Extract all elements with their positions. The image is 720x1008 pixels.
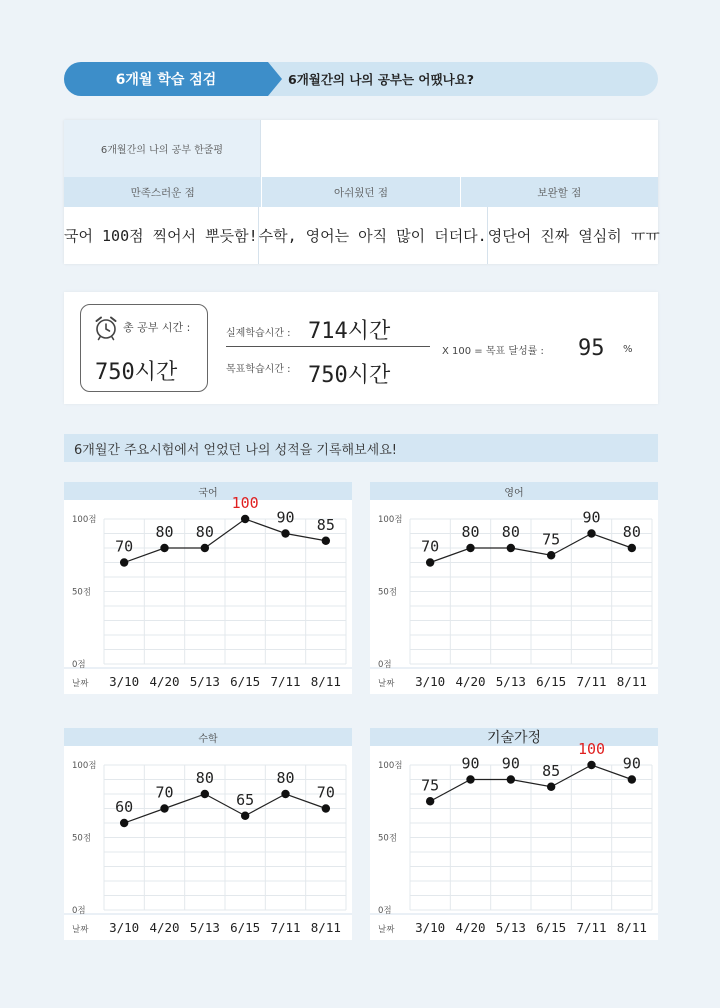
data-label: 100 — [577, 740, 606, 758]
column-improve: 보완할 점 — [460, 177, 658, 207]
chart-title: 국어 — [64, 482, 352, 500]
y-tick-label: 0점 — [72, 906, 86, 916]
x-tick-label: 4/20 — [149, 920, 180, 935]
chart-tech-home-plot — [370, 728, 658, 940]
data-point — [507, 775, 515, 783]
x-tick-label: 3/10 — [415, 674, 446, 689]
x-tick-label: 4/20 — [455, 674, 486, 689]
data-label: 80 — [501, 523, 520, 541]
x-tick-label: 8/11 — [310, 920, 341, 935]
data-point — [507, 544, 515, 552]
data-point — [160, 804, 168, 812]
x-tick-label: 7/11 — [576, 920, 607, 935]
y-tick-label: 50점 — [72, 587, 92, 598]
total-study-box — [80, 304, 208, 392]
one-line-review-field[interactable] — [260, 120, 658, 177]
data-label: 75 — [542, 530, 561, 549]
x-tick-label: 6/15 — [230, 674, 261, 689]
x-tick-label: 3/10 — [415, 920, 446, 935]
answer-satisfied[interactable]: 국어 100점 찍어서 뿌듯함! — [64, 227, 258, 245]
actual-study-value[interactable]: 714시간 — [308, 319, 391, 344]
one-line-review-label: 6개월간의 나의 공부 한줄평 — [64, 120, 260, 177]
x-tick-label: 6/15 — [536, 674, 567, 689]
data-point — [120, 558, 128, 566]
y-tick-label: 0점 — [378, 660, 392, 670]
y-tick-label: 100점 — [378, 515, 403, 525]
data-label: 85 — [316, 515, 335, 534]
data-point — [201, 544, 209, 552]
data-label: 90 — [461, 754, 480, 773]
chart-korean-plot — [64, 482, 352, 694]
data-point — [281, 790, 289, 798]
data-point — [241, 515, 249, 523]
data-point — [120, 819, 128, 827]
data-point — [587, 761, 595, 769]
data-point — [466, 775, 474, 783]
y-tick-label: 0점 — [378, 906, 392, 916]
grid — [410, 519, 652, 664]
x-tick-label: 8/11 — [616, 920, 647, 935]
x-tick-label: 7/11 — [270, 674, 301, 689]
chart-korean — [64, 482, 352, 694]
grades-section-title: 6개월간 주요시험에서 얻었던 나의 성적을 기록해보세요! — [64, 434, 658, 462]
data-label: 70 — [155, 783, 174, 802]
data-point — [322, 537, 330, 545]
data-label: 60 — [115, 798, 134, 816]
chart-title: 영어 — [370, 482, 658, 500]
chart-title: 기술가정 — [370, 728, 658, 746]
data-label: 90 — [501, 754, 520, 773]
y-tick-label: 100점 — [72, 515, 97, 525]
y-tick-label: 100점 — [378, 761, 403, 771]
y-tick-label: 50점 — [72, 833, 92, 844]
data-point — [628, 544, 636, 552]
x-tick-label: 5/13 — [495, 674, 526, 689]
grid — [104, 765, 346, 910]
x-tick-label: 6/15 — [230, 920, 261, 935]
review-table — [64, 120, 658, 264]
chart-math-plot — [64, 728, 352, 940]
x-tick-label: 3/10 — [109, 674, 140, 689]
data-label: 80 — [195, 523, 214, 541]
chart-math — [64, 728, 352, 940]
x-tick-label: 3/10 — [109, 920, 140, 935]
study-time-panel — [64, 292, 658, 404]
data-label: 100 — [231, 494, 259, 512]
x-tick-label: 4/20 — [455, 920, 486, 935]
x-tick-label: 6/15 — [536, 920, 567, 935]
alarm-clock-icon — [93, 315, 119, 341]
x-tick-label: 8/11 — [310, 674, 341, 689]
column-regret: 아쉬웠던 점 — [261, 177, 459, 207]
chart-english-plot — [370, 482, 658, 694]
x-tick-label: 8/11 — [616, 674, 647, 689]
chart-tech-home — [370, 728, 658, 940]
x-axis-label: 날짜 — [378, 679, 395, 689]
data-point — [426, 797, 434, 805]
data-label: 65 — [236, 790, 255, 809]
data-label: 90 — [276, 508, 295, 527]
fraction-line — [226, 346, 430, 347]
total-study-value[interactable]: 750시간 — [95, 360, 178, 385]
data-point — [160, 544, 168, 552]
data-label: 90 — [622, 754, 641, 773]
data-label: 80 — [461, 523, 480, 541]
chart-title: 수학 — [64, 728, 352, 746]
data-point — [241, 812, 249, 820]
data-label: 85 — [542, 761, 561, 780]
data-point — [281, 529, 289, 537]
data-label: 70 — [316, 783, 335, 802]
grid — [410, 765, 652, 910]
data-point — [201, 790, 209, 798]
answer-improve[interactable]: 영단어 진짜 열심히 ㅠㅠ — [487, 207, 660, 264]
x-tick-label: 5/13 — [495, 920, 526, 935]
header-question: 6개월간의 나의 공부는 어땠나요? — [288, 72, 474, 87]
data-point — [547, 783, 555, 791]
target-study-value[interactable]: 750시간 — [308, 363, 391, 388]
x-tick-label: 5/13 — [189, 920, 220, 935]
achievement-rate-unit: % — [623, 344, 633, 355]
data-point — [587, 529, 595, 537]
total-study-label: 총 공부 시간 : — [123, 321, 191, 334]
chart-english — [370, 482, 658, 694]
y-tick-label: 50점 — [378, 833, 398, 844]
data-point — [628, 775, 636, 783]
x-tick-label: 5/13 — [189, 674, 220, 689]
target-study-label: 목표학습시간 : — [226, 364, 291, 375]
header-title: 6개월 학습 점검 — [64, 62, 268, 96]
column-satisfied: 만족스러운 점 — [130, 186, 195, 199]
data-label: 80 — [155, 523, 174, 541]
x-axis-label: 날짜 — [72, 925, 89, 935]
achievement-rate-value[interactable]: 95 — [578, 336, 605, 361]
grid — [104, 519, 346, 664]
header-bar — [64, 62, 658, 96]
y-tick-label: 0점 — [72, 660, 86, 670]
x-axis-label: 날짜 — [72, 679, 89, 689]
data-label: 90 — [582, 508, 601, 527]
data-point — [547, 551, 555, 559]
data-label: 80 — [195, 769, 214, 787]
x-tick-label: 7/11 — [270, 920, 301, 935]
x-tick-label: 7/11 — [576, 674, 607, 689]
achievement-formula: X 100 = 목표 달성률 : — [442, 346, 544, 357]
data-label: 70 — [115, 537, 134, 556]
data-label: 80 — [622, 523, 641, 541]
y-tick-label: 50점 — [378, 587, 398, 598]
x-axis-label: 날짜 — [378, 925, 395, 935]
data-point — [426, 558, 434, 566]
data-label: 80 — [276, 769, 295, 787]
data-label: 75 — [421, 776, 440, 795]
data-point — [322, 804, 330, 812]
answer-regret[interactable]: 수학, 영어는 아직 많이 더더다. — [258, 207, 487, 264]
x-tick-label: 4/20 — [149, 674, 180, 689]
y-tick-label: 100점 — [72, 761, 97, 771]
actual-study-label: 실제학습시간 : — [226, 328, 291, 339]
data-label: 70 — [421, 537, 440, 556]
data-point — [466, 544, 474, 552]
